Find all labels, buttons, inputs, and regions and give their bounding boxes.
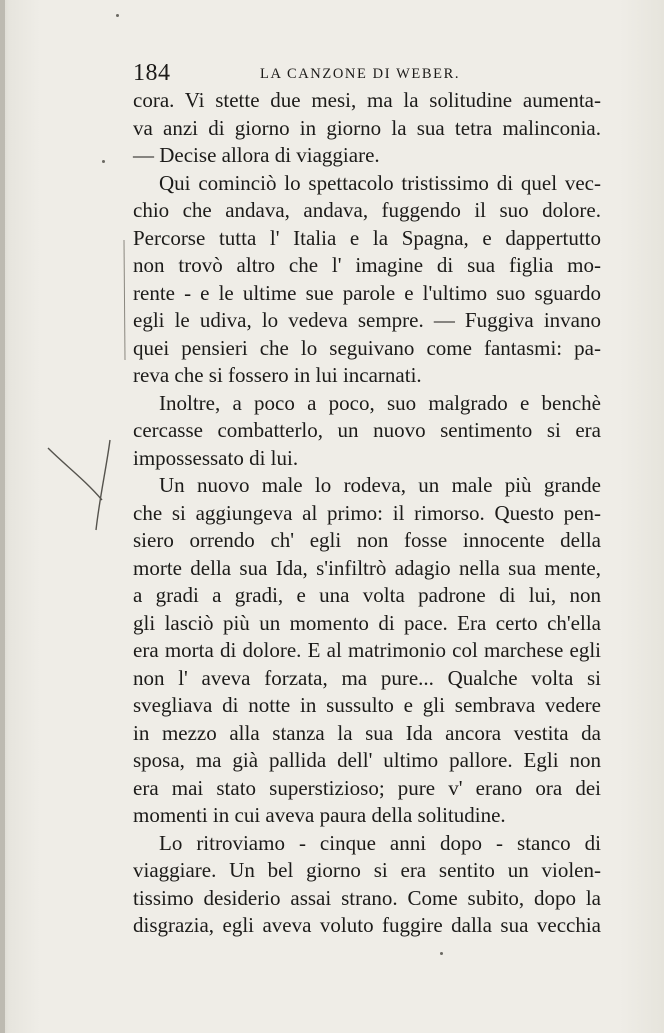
text-line: reva che si fossero in lui incarnati. (133, 363, 422, 387)
text-line: Qui cominciò lo spettacolo tristissimo di quel vec- (159, 170, 601, 195)
text-line: sposa, ma già pallida dell' ultimo pallore. Egli non (133, 748, 601, 772)
paper-speck (102, 160, 105, 163)
text-line: — Decise allora di viaggiare. (133, 143, 380, 167)
text-line: impossessato di lui. (133, 445, 299, 470)
text-line: Lo ritroviamo - cinque anni dopo - stanco di (159, 830, 601, 855)
text-line: non trovò altro che l' imagine di sua figlia mo- (133, 253, 601, 277)
text-line: momenti in cui aveva paura della solitudine. (133, 803, 506, 827)
text-line: Un nuovo male lo rodeva, un male più grande (159, 473, 601, 497)
text-line: va anzi di giorno in giorno la sua tetra malinconia. (133, 115, 601, 140)
text-line: tissimo desiderio assai strano. Come subito, dopo la (133, 885, 601, 910)
text-line: siero orrendo ch' egli non fosse innocente della (133, 528, 601, 552)
pencil-annotation-mark (40, 430, 130, 540)
page-number: 184 (133, 60, 171, 86)
text-line: era morta di dolore. E al matrimonio col marchese egli (133, 638, 601, 662)
text-line: Percorse tutta l' Italia e la Spagna, e dappertutto (133, 225, 601, 250)
paper-speck (440, 952, 443, 955)
text-line: gli lasciò più un momento di pace. Era certo ch'ella (133, 610, 601, 635)
text-line: disgrazia, egli aveva voluto fuggire dalla sua vecchia (133, 913, 601, 937)
text-line: morte della sua Ida, s'infiltrò adagio nella sua mente, (133, 555, 601, 580)
text-line: cora. Vi stette due mesi, ma la solitudine aumenta- (133, 88, 601, 112)
paper-speck (116, 14, 119, 17)
text-line: quei pensieri che lo seguivano come fantasmi: pa- (133, 335, 601, 360)
text-line: a gradi a gradi, e una volta padrone di lui, non (133, 583, 601, 607)
margin-pencil-line (120, 240, 130, 360)
page-header (0, 60, 664, 86)
text-line: in mezzo alla stanza la sua Ida ancora vestita da (133, 720, 601, 745)
text-line: non l' aveva forzata, ma pure... Qualche volta si (133, 665, 601, 690)
page-edge-shadow (0, 0, 5, 1033)
text-line: cercasse combatterlo, un nuovo sentimento si era (133, 418, 601, 442)
text-line: che si aggiungeva al primo: il rimorso. Questo pen- (133, 500, 601, 525)
running-title: LA CANZONE DI WEBER. (260, 66, 461, 82)
body-text (133, 87, 601, 940)
text-line: rente - e le ultime sue parole e l'ultimo suo sguardo (133, 280, 601, 305)
text-line: egli le udiva, lo vedeva sempre. — Fuggiva invano (133, 308, 601, 332)
text-line: viaggiare. Un bel giorno si era sentito un violen- (133, 858, 601, 882)
text-line: Inoltre, a poco a poco, suo malgrado e benchè (159, 390, 601, 415)
text-line: chio che andava, andava, fuggendo il suo dolore. (133, 198, 601, 222)
text-line: era mai stato superstizioso; pure v' erano ora dei (133, 775, 601, 800)
text-line: svegliava di notte in sussulto e gli sembrava vedere (133, 693, 601, 717)
